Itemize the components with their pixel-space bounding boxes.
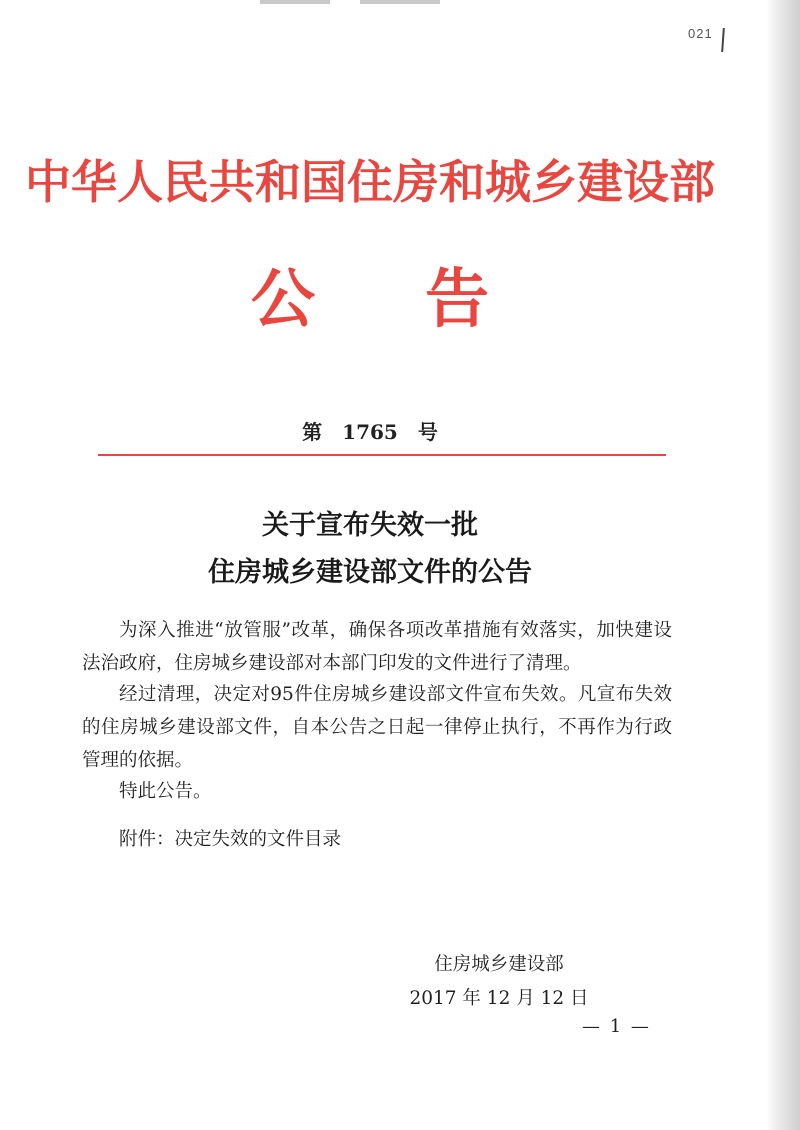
subject-title-line-2: 住房城乡建设部文件的公告 bbox=[208, 557, 532, 588]
body-paragraph bbox=[82, 775, 672, 808]
signature-organization: 住房城乡建设部 bbox=[434, 954, 564, 975]
scan-top-mark bbox=[260, 0, 330, 4]
document-number: 第 1765 号 bbox=[302, 420, 438, 444]
paragraph-text: 特此公告。 bbox=[119, 781, 212, 802]
paragraph-text: 经过清理，决定对95件住房城乡建设部文件宣布失效。凡宣布失效的住房城乡建设部文件，自本公告之日起一律停止执行，不再作为行政管理的依据。 bbox=[82, 684, 672, 771]
body-paragraph bbox=[82, 678, 672, 777]
attachment-line bbox=[82, 823, 672, 856]
serial-mark: 021 bbox=[688, 26, 713, 41]
paragraph-text: 为深入推进“放管服”改革，确保各项改革措施有效落实，加快建设法治政府，住房城乡建设部对本部门印发的文件进行了清理。 bbox=[82, 620, 672, 674]
handwritten-stroke bbox=[721, 28, 725, 52]
scan-top-mark bbox=[360, 0, 440, 4]
issuing-organization-title: 中华人民共和国住房和城乡建设部 bbox=[25, 155, 715, 209]
scan-edge-shadow bbox=[766, 0, 800, 1130]
red-separator-line bbox=[98, 454, 666, 456]
attachment-text: 附件：决定失效的文件目录 bbox=[119, 829, 342, 850]
body-paragraph bbox=[82, 614, 672, 680]
page-number: — 1 — bbox=[582, 1016, 651, 1037]
subject-title-line-1: 关于宣布失效一批 bbox=[262, 510, 478, 541]
signature-date: 2017 年 12 月 12 日 bbox=[409, 988, 589, 1009]
document-type-title: 公告 bbox=[251, 262, 599, 337]
